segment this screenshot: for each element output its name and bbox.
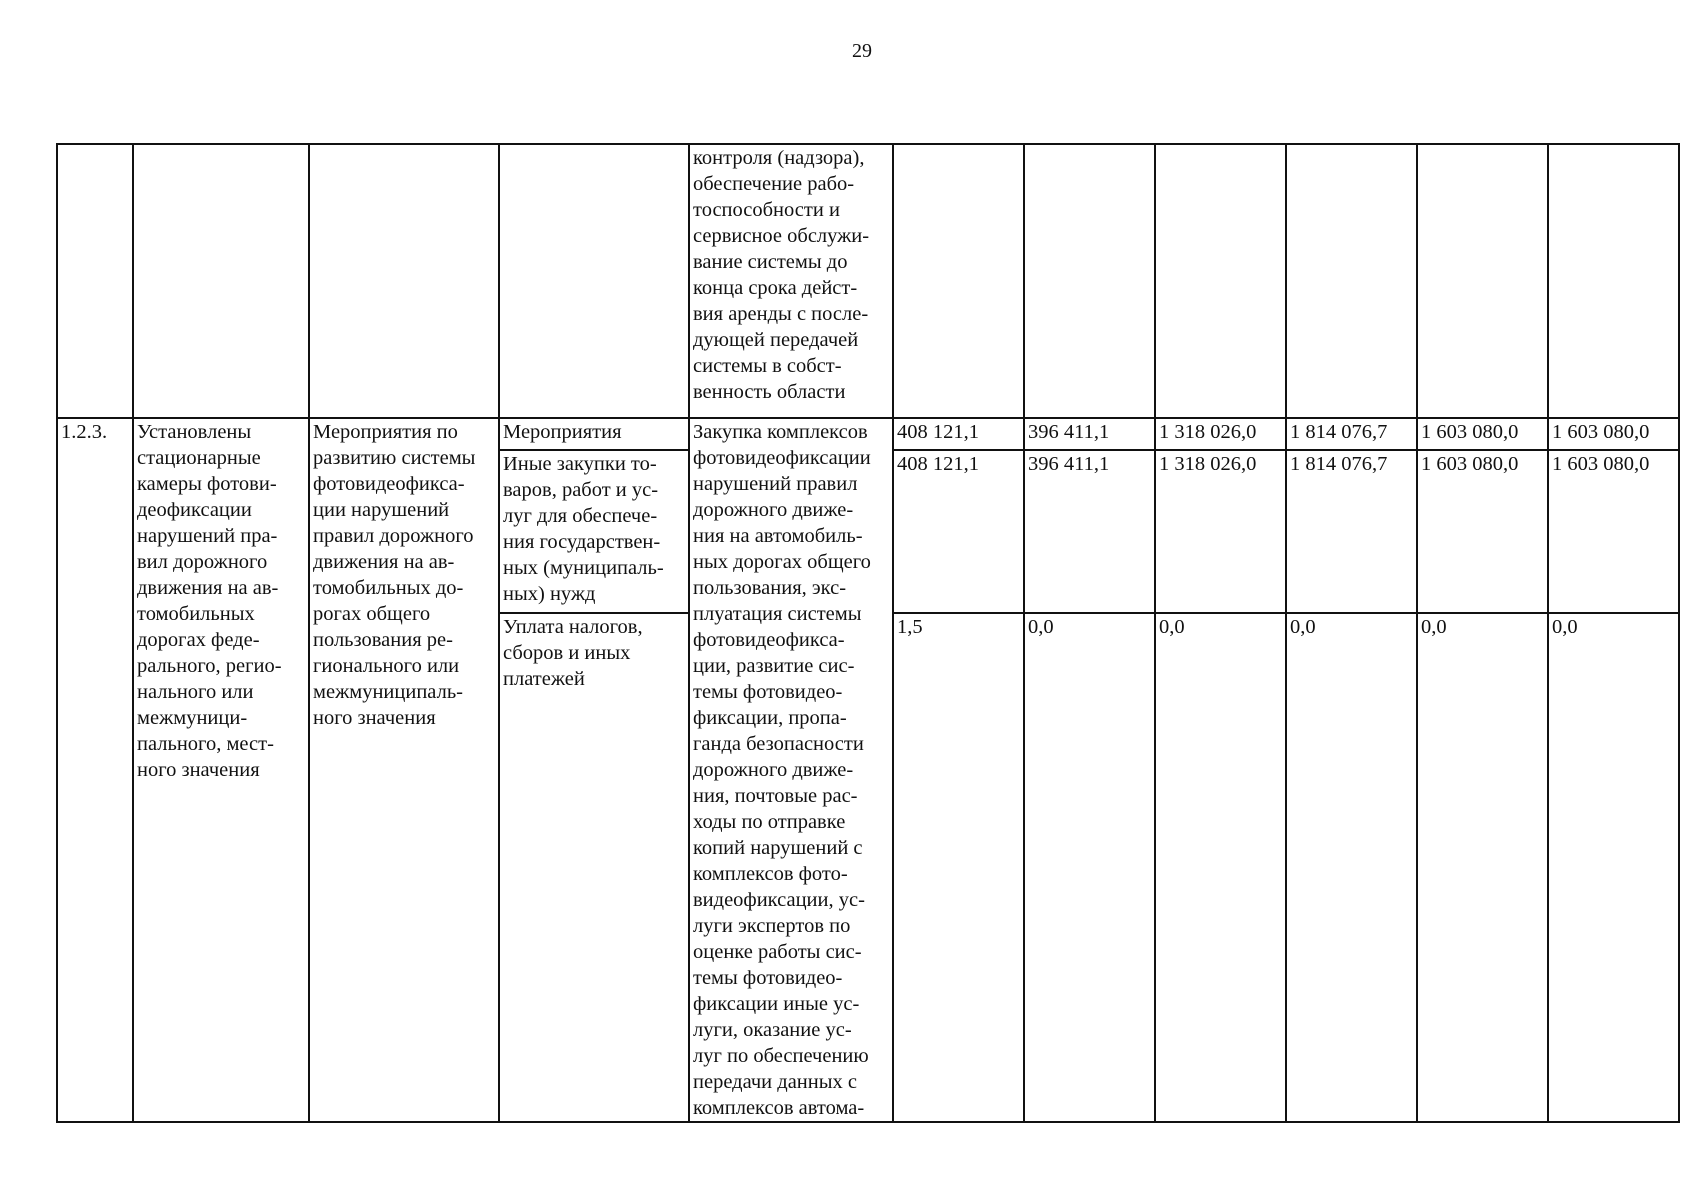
value-cell: 396 411,1 bbox=[1024, 450, 1155, 613]
continuation-description-cell: контроля (надзора), обеспечение рабо- тоспособности и сервисное обслужи- вание системы до конца срока дейст- вия аренды с после- дующей передачей системы в собст- венность области bbox=[689, 144, 893, 418]
continuation-row bbox=[57, 144, 1679, 418]
value-cell: 0,0 bbox=[1417, 613, 1548, 1122]
expense-type-label: Мероприятия bbox=[499, 418, 689, 450]
value-cell: 1 603 080,0 bbox=[1417, 450, 1548, 613]
page-number: 29 bbox=[852, 40, 872, 62]
value-cell bbox=[1548, 144, 1679, 418]
value-cell bbox=[1286, 144, 1417, 418]
value-cell: 0,0 bbox=[1286, 613, 1417, 1122]
value-cell: 1 318 026,0 bbox=[1155, 450, 1286, 613]
result-cell bbox=[133, 144, 309, 418]
value-cell bbox=[893, 144, 1024, 418]
event-description: Мероприятия по развитию системы фотовидеофикса- ции нарушений правил дорожного движения на ав- томобильных до- рогах общего пользования ре- гионального или межмуниципаль- ного значения bbox=[309, 418, 499, 1122]
expense-type-label: Уплата налогов, сборов и иных платежей bbox=[499, 613, 689, 1122]
value-cell: 1 603 080,0 bbox=[1548, 450, 1679, 613]
value-cell: 0,0 bbox=[1024, 613, 1155, 1122]
value-cell: 408 121,1 bbox=[893, 418, 1024, 450]
value-cell: 0,0 bbox=[1155, 613, 1286, 1122]
activity-description: Закупка комплексов фотовидеофиксации нарушений правил дорожного движе- ния на автомобиль- ных дорогах общего пользования, экс- плуатация системы фотовидеофикса- ции, развитие сис- темы фотовидео- фиксации, пропа- ганда безопасности дорожного движе- ния, почтовые рас- ходы по отправке копий нарушений с комплексов фото- видеофиксации, ус- луги экспертов по оценке работы сис- темы фотовидео- фиксации иные ус- луги, оказание ус- луг по обеспечению передачи данных с комплексов автома- bbox=[689, 418, 893, 1122]
value-cell bbox=[1155, 144, 1286, 418]
value-cell: 1 814 076,7 bbox=[1286, 418, 1417, 450]
value-cell: 1 603 080,0 bbox=[1417, 418, 1548, 450]
value-cell: 408 121,1 bbox=[893, 450, 1024, 613]
value-cell bbox=[1024, 144, 1155, 418]
value-cell: 396 411,1 bbox=[1024, 418, 1155, 450]
value-cell: 0,0 bbox=[1548, 613, 1679, 1122]
value-cell: 1 814 076,7 bbox=[1286, 450, 1417, 613]
value-cell: 1 318 026,0 bbox=[1155, 418, 1286, 450]
event-cell bbox=[309, 144, 499, 418]
value-cell bbox=[1417, 144, 1548, 418]
budget-table bbox=[56, 143, 1680, 1123]
type-cell bbox=[499, 144, 689, 418]
result-description: Установлены стационарные камеры фотови- деофиксации нарушений пра- вил дорожного движения на ав- томобильных дорогах феде- рального, регио- нального или межмуници- пального, мест- ного значения bbox=[133, 418, 309, 1122]
value-cell: 1 603 080,0 bbox=[1548, 418, 1679, 450]
row-number: 1.2.3. bbox=[57, 418, 133, 1122]
number-cell bbox=[57, 144, 133, 418]
value-cell: 1,5 bbox=[893, 613, 1024, 1122]
activity-row bbox=[57, 418, 1679, 450]
expense-type-label: Иные закупки то- варов, работ и ус- луг для обеспече- ния государствен- ных (муниципаль- ных) нужд bbox=[499, 450, 689, 613]
